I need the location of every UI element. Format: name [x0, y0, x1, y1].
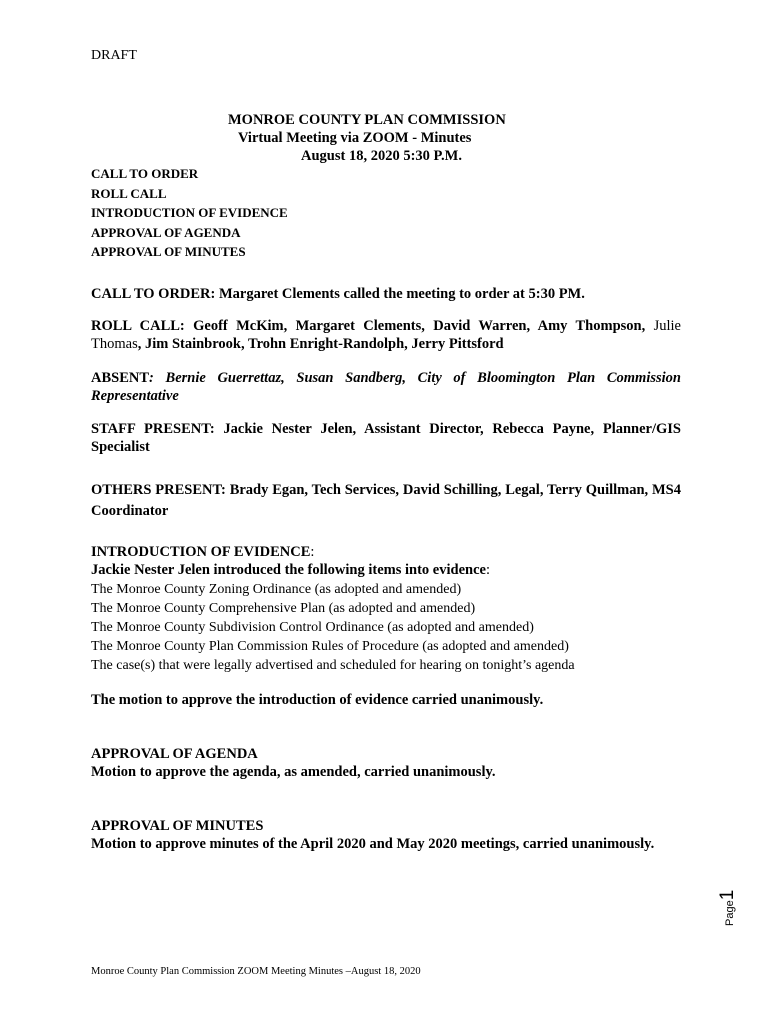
- evidence-item: The Monroe County Plan Commission Rules of Procedure (as adopted and amended): [91, 639, 569, 654]
- call-to-order-paragraph: CALL TO ORDER: Margaret Clements called the meeting to order at 5:30 PM.: [91, 286, 585, 302]
- staff-present-paragraph: STAFF PRESENT: Jackie Nester Jelen, Assistant Director, Rebecca Payne, Planner/GIS Specialist: [91, 421, 681, 455]
- approval-agenda-heading: APPROVAL OF AGENDA: [91, 746, 258, 762]
- header-title: MONROE COUNTY PLAN COMMISSION: [228, 112, 506, 128]
- approval-minutes-heading: APPROVAL OF MINUTES: [91, 818, 264, 834]
- absent-names: : Bernie Guerrettaz, Susan Sandberg, City of Bloomington Plan Commission Representative: [91, 370, 681, 404]
- roll-call-paragraph: [91, 317, 681, 353]
- roll-call-member-regular: Julie Thomas: [91, 318, 681, 352]
- evidence-item: The Monroe County Zoning Ordinance (as adopted and amended): [91, 582, 462, 597]
- evidence-item: The Monroe County Comprehensive Plan (as adopted and amended): [91, 601, 476, 616]
- agenda-item: APPROVAL OF AGENDA: [91, 224, 241, 240]
- roll-call-members: Geoff McKim, Margaret Clements, David Warren, Amy Thompson,: [184, 318, 646, 334]
- evidence-list: [91, 580, 575, 675]
- roll-call-members-rest: , Jim Stainbrook, Trohn Enright-Randolph, Jerry Pittsford: [137, 336, 504, 352]
- evidence-item: The case(s) that were legally advertised and scheduled for hearing on tonight’s agenda: [91, 658, 575, 673]
- agenda-item: INTRODUCTION OF EVIDENCE: [91, 205, 288, 220]
- evidence-item: The Monroe County Subdivision Control Ordinance (as adopted and amended): [91, 620, 534, 635]
- page-number-value: 1: [717, 889, 738, 901]
- header-subtitle: Virtual Meeting via ZOOM - Minutes: [238, 130, 472, 146]
- others-present-paragraph: OTHERS PRESENT: Brady Egan, Tech Services, David Schilling, Legal, Terry Quillman, MS4 Coordinator: [91, 482, 681, 519]
- evidence-motion: The motion to approve the introduction of evidence carried unanimously.: [91, 692, 544, 708]
- agenda-item: ROLL CALL: [91, 185, 167, 201]
- evidence-intro: Jackie Nester Jelen introduced the following items into evidence:: [91, 562, 490, 578]
- agenda-item: CALL TO ORDER: [91, 166, 199, 181]
- footer: Monroe County Plan Commission ZOOM Meeting Minutes –August 18, 2020: [91, 966, 421, 977]
- absent-paragraph: [91, 369, 681, 405]
- header-date: August 18, 2020 5:30 P.M.: [301, 148, 462, 164]
- agenda-list: [91, 164, 288, 262]
- absent-label: ABSENT: [91, 370, 150, 386]
- approval-minutes-motion: Motion to approve minutes of the April 2020 and May 2020 meetings, carried unanimously.: [91, 836, 655, 852]
- agenda-item: APPROVAL OF MINUTES: [91, 244, 246, 259]
- page-number: [717, 890, 739, 926]
- draft-label: DRAFT: [91, 48, 137, 63]
- roll-call-label: ROLL CALL:: [91, 318, 185, 334]
- approval-agenda-motion: Motion to approve the agenda, as amended, carried unanimously.: [91, 764, 496, 780]
- evidence-heading: INTRODUCTION OF EVIDENCE:: [91, 544, 315, 560]
- page-label: Page: [724, 900, 736, 926]
